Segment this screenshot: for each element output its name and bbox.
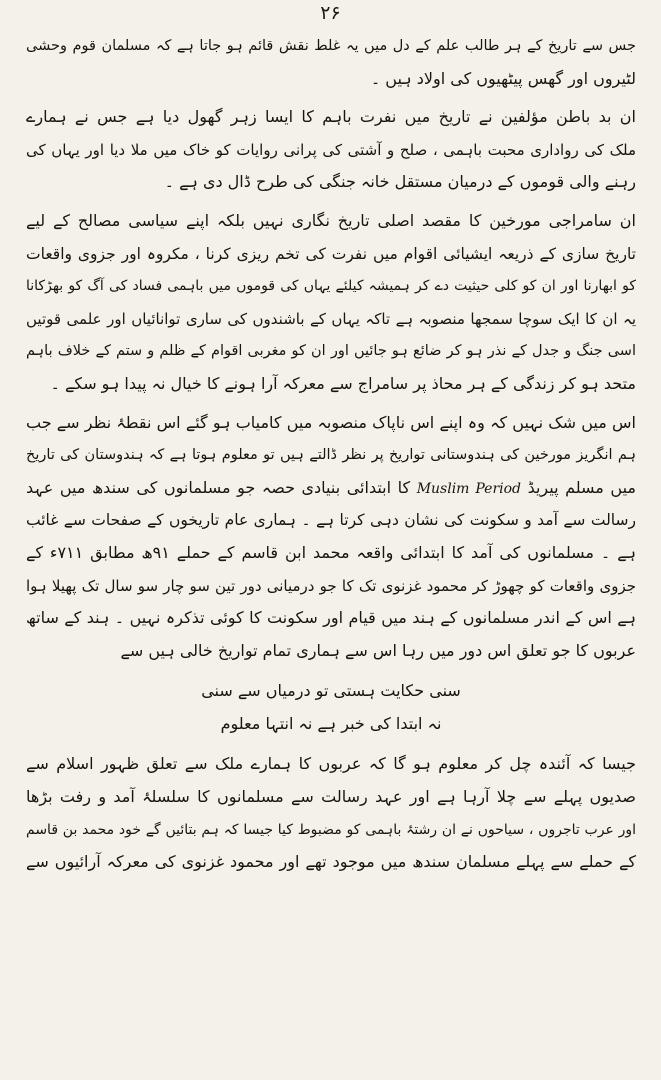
text-line: عربوں کا جو تعلق اس دور میں رہا اس سے ہماری تمام تواریخ خالی ہیں سے bbox=[120, 640, 636, 660]
text-segment: کا ابتدائی بنیادی حصہ جو مسلمانوں کی سندھ میں عہد bbox=[26, 477, 411, 497]
text-line: کو ابھارنا اور ان کو کلی حیثیت دے کر ہمیشہ کیلئے یہاں کی قوموں میں باہمی فساد کی آگ کو بھڑکانا bbox=[26, 278, 636, 295]
verse-line: سنی حکایت ہستی تو درمیاں سے سنی bbox=[201, 681, 461, 701]
latin-term: Muslim Period bbox=[416, 480, 522, 497]
text-line: صدیوں پہلے سے چلا آرہا ہے اور عہد رسالت سے مسلمانوں کا سلسلۂ آمد و رفت بڑھا bbox=[26, 787, 636, 807]
text-line: اس میں شک نہیں کہ وہ اپنے اس ناپاک منصوبہ میں کامیاب ہو گئے اس نقطۂ نظر سے جب bbox=[26, 412, 636, 432]
body-text bbox=[26, 30, 636, 879]
text-line: ہے ۔ مسلمانوں کی آمد کا ابتدائی واقعہ محمد ابن قاسم کے حملے ۹۱ھ مطابق ۷۱۱ء کے bbox=[26, 542, 636, 562]
text-line: ملک کی رواداری محبت باہمی ، صلح و آشتی کی پرانی روایات کو خاک میں ملا دیا اور یہاں کی bbox=[26, 140, 636, 159]
text-line-mixed bbox=[26, 472, 636, 505]
text-line: جزوی واقعات کو چھوڑ کر محمود غزنوی تک کا جو درمیانی دور تین سو چار سو سال تک پھیلا ہوا bbox=[26, 576, 636, 595]
text-line: لٹیروں اور گھس پیٹھیوں کی اولاد ہیں ۔ bbox=[370, 68, 636, 88]
text-line: ہم انگریز مورخین کی ہندوستانی تواریخ پر نظر ڈالتے ہیں تو معلوم ہوتا ہے کہ ہندوستان کی تاریخ bbox=[26, 447, 636, 464]
text-line: تاریخ سازی کے ذریعہ ایشیائی اقوام میں نفرت کی تخم ریزی کرنا ، مکروہ اور جزوی واقعات bbox=[26, 244, 636, 263]
text-line: جیسا کہ آئندہ چل کر معلوم ہو گا کہ عربوں کا ہمارے ملک سے تعلق ظہور اسلام سے bbox=[26, 754, 636, 774]
text-line: جس سے تاریخ کے ہر طالب علم کے دل میں یہ غلط نقش قائم ہو جاتا ہے کہ مسلمان قوم وحشی bbox=[26, 38, 636, 54]
text-line: یہ ان کا ایک سوچا سمجھا منصوبہ ہے تاکہ یہاں کے باشندوں کی ساری توانائیاں اور علمی قوتیں bbox=[26, 309, 636, 328]
text-line: کے حملے سے پہلے مسلمان سندھ میں موجود تھے اور محمود غزنوی کی معرکہ آرائیوں سے bbox=[26, 852, 636, 872]
text-line: ان بد باطن مؤلفین نے تاریخ میں نفرت باہم کا ایسا زہر گھول دیا ہے جس نے ہمارے bbox=[26, 107, 636, 127]
text-line: متحد ہو کر زندگی کے ہر محاذ پر سامراج سے معرکہ آرا ہونے کا خیال نہ پیدا ہو سکے ۔ bbox=[50, 373, 636, 393]
page-number: ۲۶ bbox=[320, 2, 341, 24]
text-line: اور عرب تاجروں ، سیاحوں نے ان رشتۂ باہمی کو مضبوط کیا جیسا کہ ہم بتائیں گے خود محمد بن قاسم bbox=[26, 821, 636, 838]
text-line: رہنے والی قوموں کے درمیان مستقل خانہ جنگی کی طرح ڈال دی ہے ۔ bbox=[164, 172, 636, 192]
verse-line: نہ ابتدا کی خبر ہے نہ انتہا معلوم bbox=[220, 713, 442, 733]
text-line: اسی جنگ و جدل کے نذر ہو کر ضائع ہو جائیں اور ان کو مغربی اقوام کے ظلم و ستم کے خلاف باہم bbox=[26, 343, 636, 360]
text-line: ہے اس کے اندر مسلمانوں کے ہند میں قیام اور سکونت کا کوئی تذکرہ نہیں ۔ ہند کے ساتھ bbox=[26, 608, 636, 628]
text-line: رسالت سے آمد و سکونت کی نشان دہی کرتا ہے ۔ ہماری عام تاریخوں کے صفحات سے غائب bbox=[26, 511, 636, 530]
text-segment: میں مسلم پیریڈ bbox=[527, 477, 636, 497]
text-line: ان سامراجی مورخین کا مقصد اصلی تاریخ نگاری نہیں بلکہ اپنے سیاسی مصالح کے لیے bbox=[26, 210, 636, 230]
